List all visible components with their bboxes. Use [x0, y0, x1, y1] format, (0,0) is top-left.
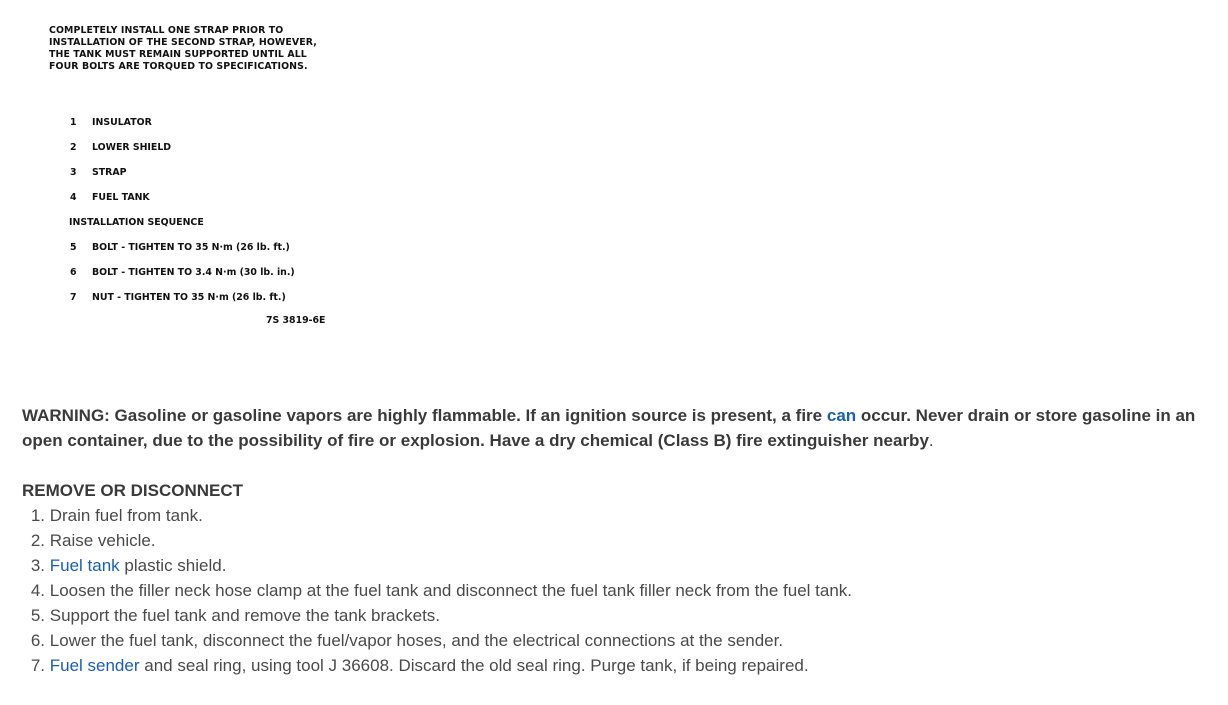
warning-text-end: occur. Never drain or store gasoline in an open container, due to the possibility of fire or explosion. Have a dry chemical (Class B) fire extinguisher nearby [22, 406, 1196, 450]
legend-item [69, 241, 295, 266]
figure-code: 7S 3819-6E [266, 315, 326, 326]
legend-item [69, 191, 295, 216]
fuel-sender-link[interactable]: Fuel sender [49, 656, 140, 675]
procedure-steps [22, 503, 852, 678]
legend-label: FUEL TANK [92, 192, 150, 203]
legend-label: BOLT - TIGHTEN TO 3.4 N·m (30 lb. in.) [92, 267, 295, 278]
legend-number: 2 [70, 142, 77, 153]
step-text: Raise vehicle. [49, 531, 156, 550]
callout-legend [69, 116, 295, 316]
legend-label: STRAP [92, 167, 127, 178]
section-title: REMOVE OR DISCONNECT [22, 481, 244, 500]
figure-note-line: COMPLETELY INSTALL ONE STRAP PRIOR TO [49, 25, 284, 36]
step-text: and seal ring, using tool J 36608. Discard the old seal ring. Purge tank, if being repaired. [139, 656, 809, 675]
legend-label: NUT - TIGHTEN TO 35 N·m (26 lb. ft.) [92, 292, 286, 303]
legend-item [69, 166, 295, 191]
step-number: 2. [30, 531, 45, 550]
figure-note [49, 25, 319, 73]
legend-number: 3 [70, 167, 77, 178]
step-text: Loosen the filler neck hose clamp at the fuel tank and disconnect the fuel tank filler neck from the fuel tank. [49, 581, 853, 600]
legend-item [69, 266, 295, 291]
procedure-step [22, 503, 852, 528]
figure-legend [0, 0, 340, 340]
warning-period: . [928, 431, 934, 450]
legend-number: 6 [70, 267, 77, 278]
legend-number: 1 [70, 117, 77, 128]
legend-label: INSULATOR [92, 117, 152, 128]
figure-note-line: INSTALLATION OF THE SECOND STRAP, HOWEVER, [49, 37, 317, 48]
legend-label: BOLT - TIGHTEN TO 35 N·m (26 lb. ft.) [92, 242, 290, 253]
legend-item [69, 116, 295, 141]
procedure-step [22, 653, 852, 678]
step-number: 1. [30, 506, 45, 525]
installation-sequence-heading: INSTALLATION SEQUENCE [69, 217, 204, 228]
step-number: 4. [30, 581, 45, 600]
step-number: 7. [30, 656, 45, 675]
legend-item [69, 291, 295, 316]
procedure-step [22, 528, 852, 553]
legend-number: 5 [70, 242, 77, 253]
procedure-step [22, 578, 852, 603]
step-number: 3. [30, 556, 45, 575]
legend-item [69, 141, 295, 166]
procedure-step [22, 628, 852, 653]
step-text: Lower the fuel tank, disconnect the fuel/vapor hoses, and the electrical connections at the sender. [49, 631, 784, 650]
step-text: Support the fuel tank and remove the tank brackets. [49, 606, 441, 625]
step-number: 6. [30, 631, 45, 650]
can-link[interactable]: can [826, 406, 857, 425]
legend-number: 7 [70, 292, 77, 303]
procedure-step [22, 603, 852, 628]
step-number: 5. [30, 606, 45, 625]
warning-paragraph [22, 403, 1212, 453]
legend-number: 4 [70, 192, 77, 203]
figure-note-line: FOUR BOLTS ARE TORQUED TO SPECIFICATIONS. [49, 61, 308, 72]
step-text: Drain fuel from tank. [49, 506, 203, 525]
procedure-step [22, 553, 852, 578]
fuel-tank-link[interactable]: Fuel tank [49, 556, 120, 575]
step-text: plastic shield. [119, 556, 227, 575]
figure-note-line: THE TANK MUST REMAIN SUPPORTED UNTIL ALL [49, 49, 307, 60]
warning-text-start: WARNING: Gasoline or gasoline vapors are highly flammable. If an ignition source is present, a fire [22, 406, 827, 425]
legend-label: LOWER SHIELD [92, 142, 172, 153]
